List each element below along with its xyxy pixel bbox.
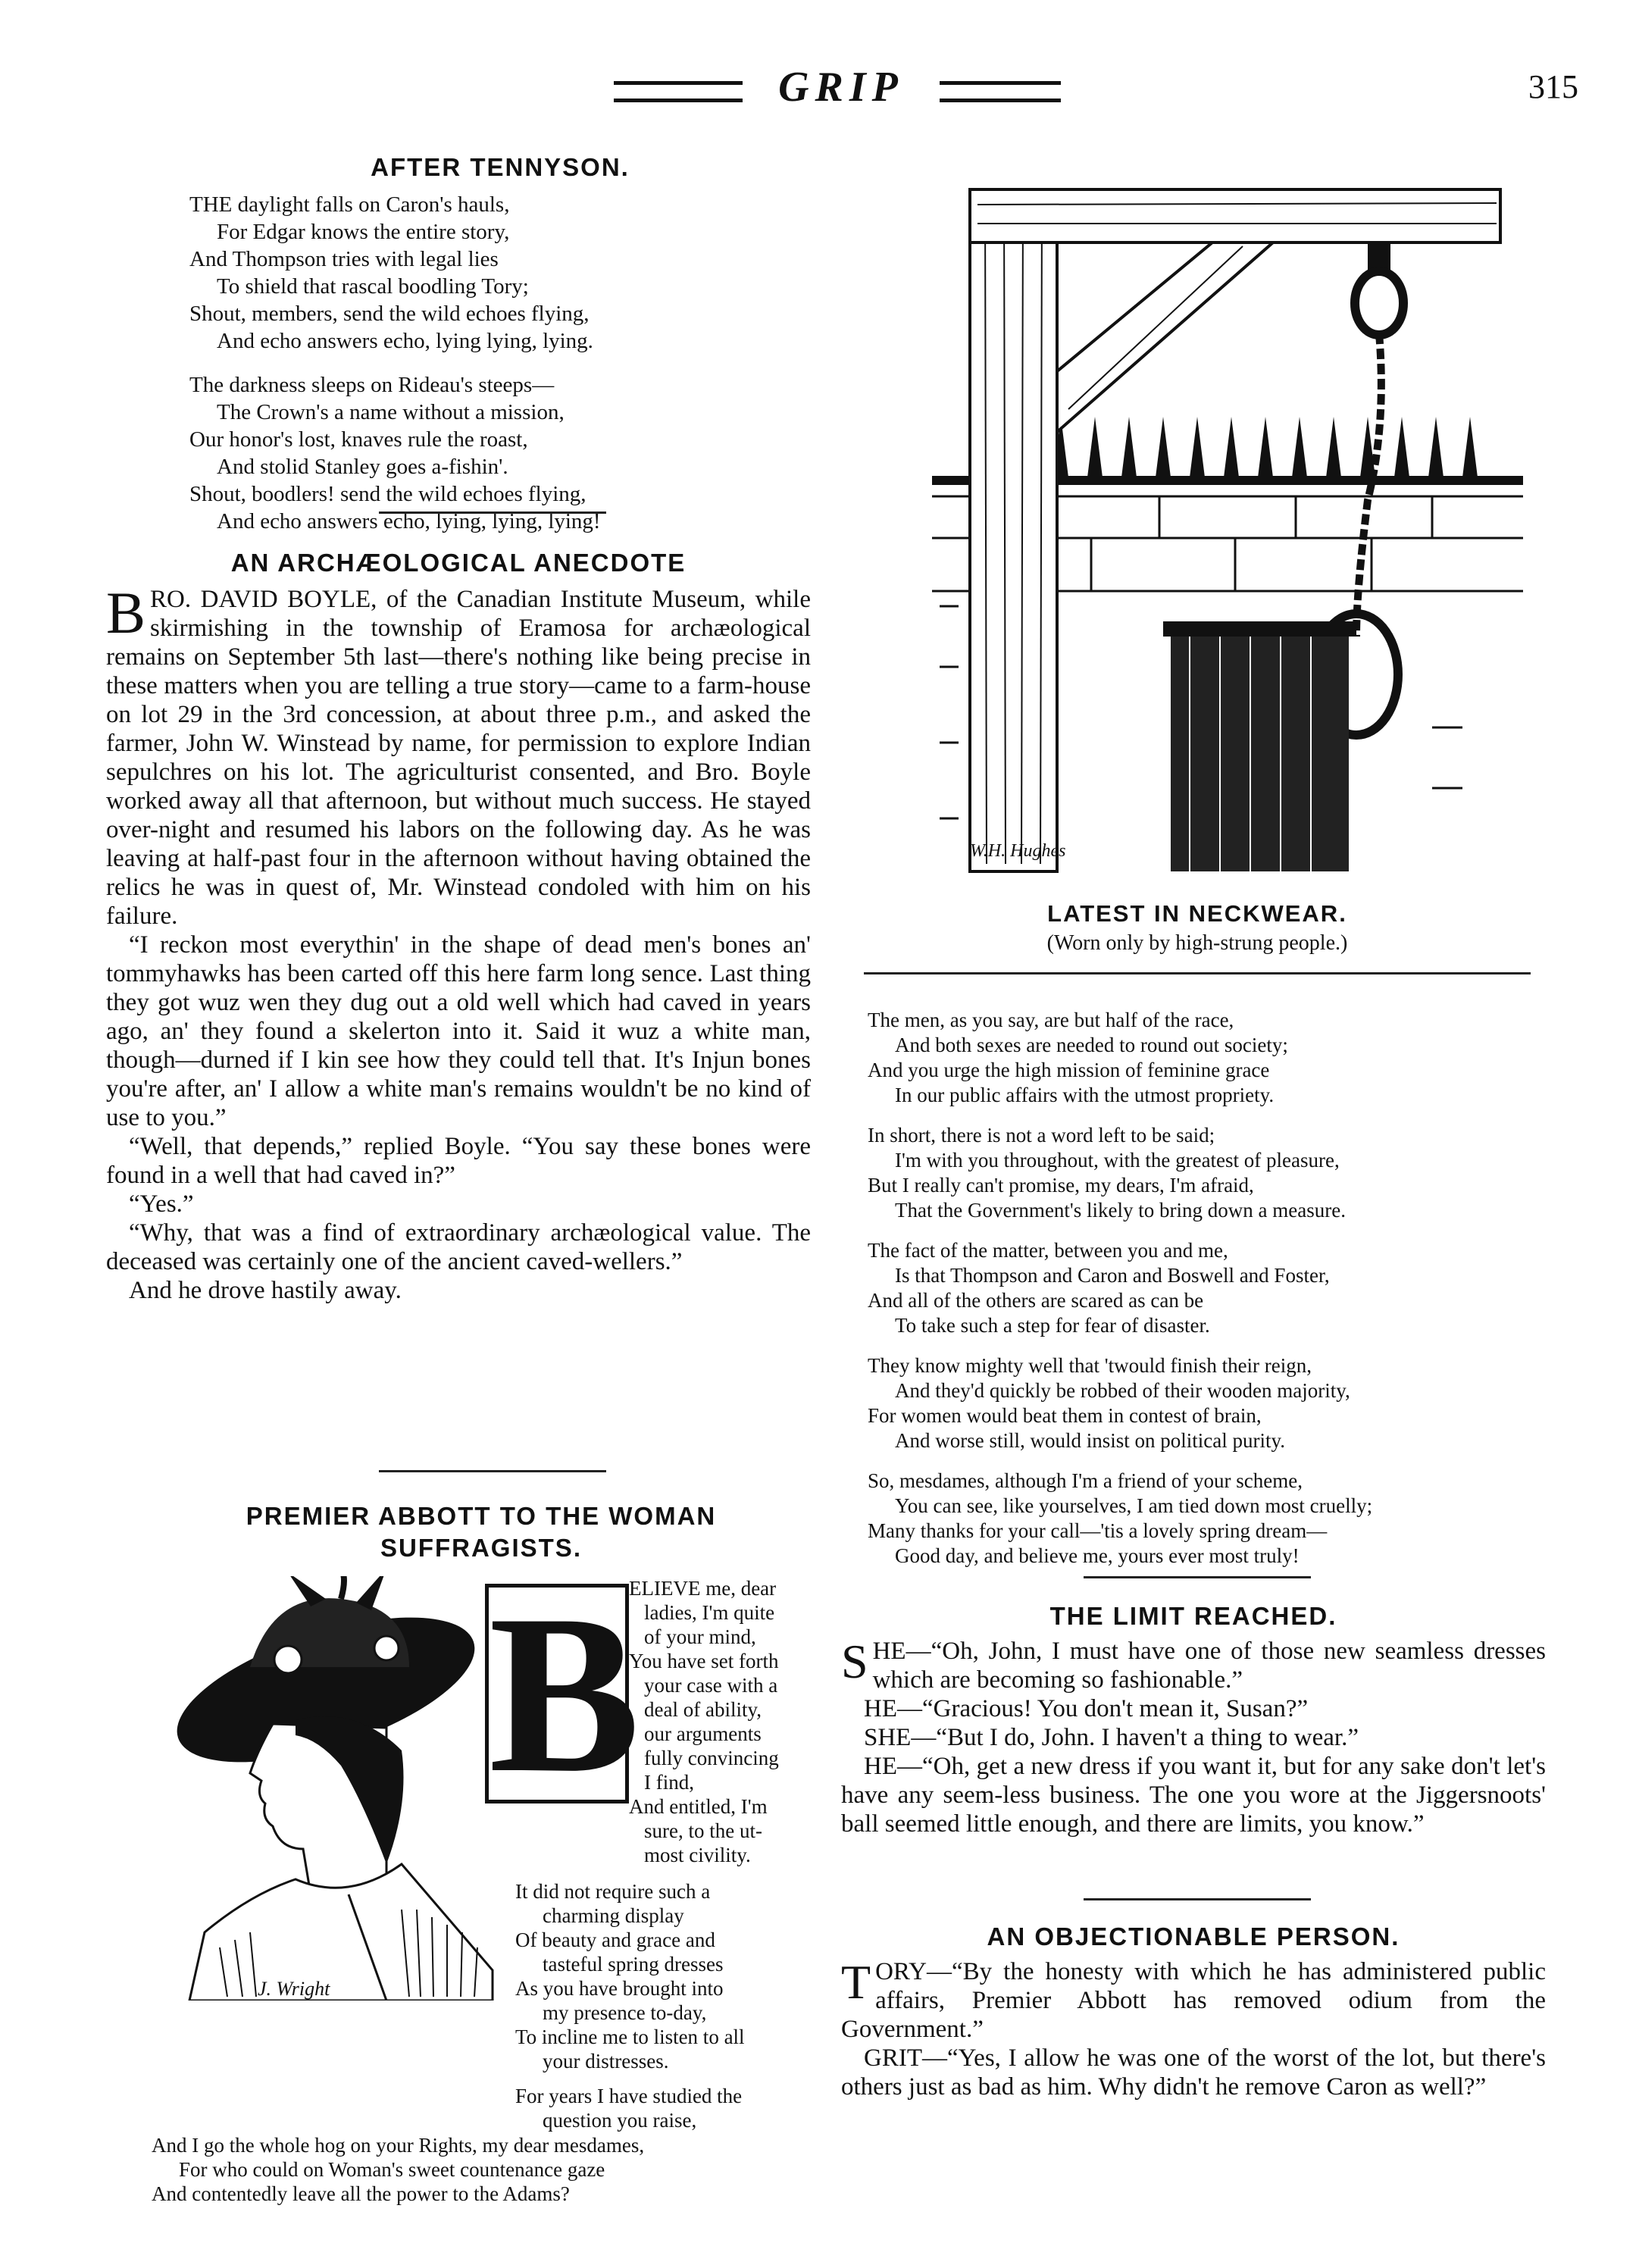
poem-line: So, mesdames, although I'm a friend of your scheme, [868,1469,1303,1492]
poem-line: That the Government's likely to bring down a measure. [895,1199,1346,1222]
anecdote-paragraph [106,1218,811,1276]
limit-title: THE LIMIT REACHED. [1049,1602,1337,1630]
premier-stanza-3-start [515,2084,815,2132]
dialogue-speaker: HE [864,1695,897,1722]
premier-continued-stanza [868,1238,1534,1338]
dialogue-line [841,1637,1546,1694]
masthead [0,62,1639,115]
poem-line: The Crown's a name without a mission, [217,400,565,424]
anecdote-paragraph [106,1276,811,1305]
dialogue-speaker: GRIT [864,2044,922,2072]
poem-line: charming display [543,1904,684,1927]
anecdote-body [106,580,811,1305]
woman-illustration-signature: J. Wright [258,1978,330,2000]
premier-stanza-2 [515,1879,815,2073]
anecdote-paragraph-text: RO. DAVID BOYLE, of the Canadian Institute Museum, while skirmishing in the township of Eramosa for archæological remains on September 5th last—there's nothing like being precise in these matters when you are telling a true story—came to a farm-house on lot 29 in the 3rd concession, at about three p.m., and asked the farmer, John W. Winstead by name, for permission to explore Indian sepulchres on his lot. The agriculturist consented, and Bro. Boyle worked away all that afternoon, but without much success. He stayed over-night and resumed his labors on the following day. As he was leaving at half-past four in the afternoon without having obtained the relics he was in quest of, Mr. Winstead condoled with him on his failure. [106,586,811,930]
poem-line: our arguments [644,1722,762,1745]
poem-line: You have set forth [629,1650,779,1672]
divider [379,511,606,514]
dialogue-text: “Oh, John, I must have one of those new seamless dresses which are becoming so fashionable.” [872,1638,1546,1694]
poem-line: To shield that rascal boodling Tory; [217,274,529,299]
poem-line: THE daylight falls on Caron's hauls, [189,192,510,217]
poem-line: For who could on Woman's sweet countenance gaze [179,2158,605,2181]
poem-line: For Edgar knows the entire story, [217,220,510,244]
poem-line: And they'd quickly be robbed of their wooden majority, [895,1379,1350,1402]
poem-line: of your mind, [644,1625,756,1648]
anecdote-paragraph-text: “Yes.” [129,1190,194,1218]
poem-line: deal of ability, [644,1698,762,1721]
stanza-2 [189,371,811,535]
dialogue-text: “Oh, get a new dress if you want it, but for any sake don't let's have any seem-less business. The one you wore at the Jiggersnoots' ball seemed little enough, and there are limits, you know.” [841,1753,1546,1838]
dialogue-line [841,1957,1546,2044]
poem-line: sure, to the ut- [644,1819,762,1842]
poem-line: Our honor's lost, knaves rule the roast, [189,427,528,452]
page-number: 315 [1528,68,1578,105]
anecdote-section [106,547,811,1305]
poem-line: The fact of the matter, between you and me, [868,1239,1228,1262]
poem-line: To incline me to listen to all [515,2026,745,2048]
poem-line: To take such a step for fear of disaster. [895,1314,1210,1337]
premier-title: PREMIER ABBOTT TO THE WOMAN SUFFRAGISTS. [246,1502,717,1562]
objectionable-section [841,1921,1546,2101]
poem-line: In short, there is not a word left to be said; [868,1124,1215,1147]
poem-line: For years I have studied the [515,2085,743,2107]
premier-continued-stanza [868,1123,1534,1223]
anecdote-paragraph [106,1190,811,1218]
premier-continued-poem [868,1008,1534,1584]
poem-line: Many thanks for your call—'tis a lovely spring dream— [868,1519,1328,1542]
dialogue-dash: — [922,2044,947,2072]
poem-line: The men, as you say, are but half of the race, [868,1009,1234,1031]
premier-continued-stanza [868,1353,1534,1453]
poem-line: I'm with you throughout, with the greatest of pleasure, [895,1149,1340,1172]
after-tennyson-section [189,152,811,552]
poem-line: And stolid Stanley goes a-fishin'. [217,455,508,479]
cartoon-caption-subtitle: (Worn only by high-strung people.) [1046,931,1348,955]
poem-line: your case with a [644,1674,778,1697]
poem-line: I find, [644,1771,694,1794]
poem-line: And echo answers echo, lying, lying, lying! [217,509,601,533]
poem-line: my presence to-day, [543,2001,707,2024]
dialogue-speaker: HE [872,1638,906,1665]
objectionable-title: AN OBJECTIONABLE PERSON. [987,1922,1400,1950]
cartoon-caption-title: LATEST IN NECKWEAR. [1047,900,1347,927]
poem-line: question you raise, [543,2109,697,2132]
poem-line: most civility. [644,1844,751,1866]
masthead-rule-left [614,81,743,102]
dialogue-speaker: SHE [864,1724,912,1751]
objectionable-body [841,1957,1546,2101]
dialogue-dash: — [897,1753,922,1780]
dialogue-dash: — [926,1958,952,1985]
masthead-rule-right [940,81,1061,102]
divider [379,1470,606,1472]
masthead-title: GRIP [778,64,904,111]
limit-section [841,1600,1546,1838]
poem-line: In our public affairs with the utmost propriety. [895,1084,1275,1106]
dialogue-speaker: ORY [875,1958,927,1985]
divider [1084,1576,1311,1578]
poem-line: And echo answers echo, lying lying, lying. [217,329,593,353]
stanza-1 [189,191,811,355]
poem-line: Good day, and believe me, yours ever most truly! [895,1544,1300,1567]
poem-line: They know mighty well that 'twould finish their reign, [868,1354,1312,1377]
woman-illustration [159,1576,515,2001]
dialogue-line [841,2044,1546,2101]
anecdote-paragraph-text: “Well, that depends,” replied Boyle. “You say these bones were found in a well that had caved in?” [106,1133,811,1189]
ornamental-dropcap [485,1568,641,1819]
poem-line: And Thompson tries with legal lies [189,247,499,271]
premier-continued-stanza [868,1469,1534,1569]
dialogue-text: “Gracious! You don't mean it, Susan?” [922,1695,1309,1722]
poem-line: ladies, I'm quite [644,1601,775,1624]
dialogue-dropcap: S [841,1635,868,1688]
poem-line: Shout, members, send the wild echoes flying, [189,302,590,326]
dialogue-speaker: HE [864,1753,897,1780]
gallows-cartoon [932,182,1538,879]
poem-line: And I go the whole hog on your Rights, my dear mesdames, [152,2134,645,2157]
poem-line: ELIEVE me, dear [629,1577,777,1600]
poem-line: And all of the others are scared as can be [868,1289,1204,1312]
dropcap-letter: B [489,1568,641,1819]
divider [864,972,1531,974]
dialogue-dash: — [906,1638,931,1665]
poem-line: Shout, boodlers! send the wild echoes flying, [189,482,586,506]
poem-line: The darkness sleeps on Rideau's steeps— [189,373,555,397]
anecdote-paragraph-text: And he drove hastily away. [129,1277,402,1304]
poem-line: your distresses. [543,2050,669,2072]
cartoon-signature: W.H. Hughes [970,841,1066,861]
poem-line: As you have brought into [515,1977,724,2000]
dialogue-line [841,1694,1546,1723]
dialogue-dash: — [897,1695,922,1722]
divider [1084,1898,1311,1900]
poem-line: And you urge the high mission of feminine grace [868,1059,1270,1081]
poem-line: But I really can't promise, my dears, I'm afraid, [868,1174,1254,1197]
dialogue-text: “But I do, John. I haven't a thing to wear.” [936,1724,1359,1751]
poem-line: You can see, like yourselves, I am tied down most cruelly; [895,1494,1373,1517]
poem-line: It did not require such a [515,1880,711,1903]
anecdote-paragraph [106,931,811,1132]
dialogue-text: “Yes, I allow he was one of the worst of the lot, but there's others just as bad as him. Why didn't he remove Caron as well?” [841,2044,1546,2101]
anecdote-paragraph [106,580,811,931]
poem-line: For women would beat them in contest of brain, [868,1404,1262,1427]
poem-line: fully convincing [644,1747,779,1769]
anecdote-paragraph-text: “I reckon most everythin' in the shape of dead men's bones an' tommyhawks has been carted off this here farm long sence. Last thing they got wuz wen they dug out a old well which had caved in years ago, an' they found a skelerton into it. Said it wuz a white man, though—durned if I kin see how they could tell that. It's Injun bones you're after, an' I allow a white man's remains wouldn't be no kind of use to you.” [106,931,811,1131]
poem-line: And both sexes are needed to round out society; [895,1034,1288,1056]
dialogue-dash: — [911,1724,937,1751]
anecdote-paragraph-text: “Why, that was a find of extraordinary archæological value. The deceased was certainly one of the ancient caved-wellers.” [106,1219,811,1275]
poem-line: Of beauty and grace and [515,1929,715,1951]
poem-line: And contentedly leave all the power to the Adams? [152,2182,570,2205]
anecdote-paragraph [106,1132,811,1190]
dialogue-line [841,1752,1546,1838]
limit-body [841,1637,1546,1838]
poem-line: And worse still, would insist on political purity. [895,1429,1285,1452]
dialogue-text: “By the honesty with which he has administered public affairs, Premier Abbott has removed odium from the Government.” [841,1958,1546,2043]
anecdote-dropcap: B [106,580,146,646]
premier-stanza-3-end [152,2133,811,2206]
poem-line: tasteful spring dresses [543,1953,724,1976]
after-tennyson-title: AFTER TENNYSON. [371,153,630,181]
premier-stanza-1 [629,1576,815,1867]
poem-line: And entitled, I'm [629,1795,768,1818]
premier-title-block [152,1500,811,1564]
dialogue-dropcap: T [841,1955,871,2009]
poem-line: Is that Thompson and Caron and Boswell and Foster, [895,1264,1330,1287]
dialogue-line [841,1723,1546,1752]
premier-continued-stanza [868,1008,1534,1108]
cartoon-caption [864,898,1531,957]
after-tennyson-poem [189,191,811,535]
anecdote-title: AN ARCHÆOLOGICAL ANECDOTE [230,549,687,577]
